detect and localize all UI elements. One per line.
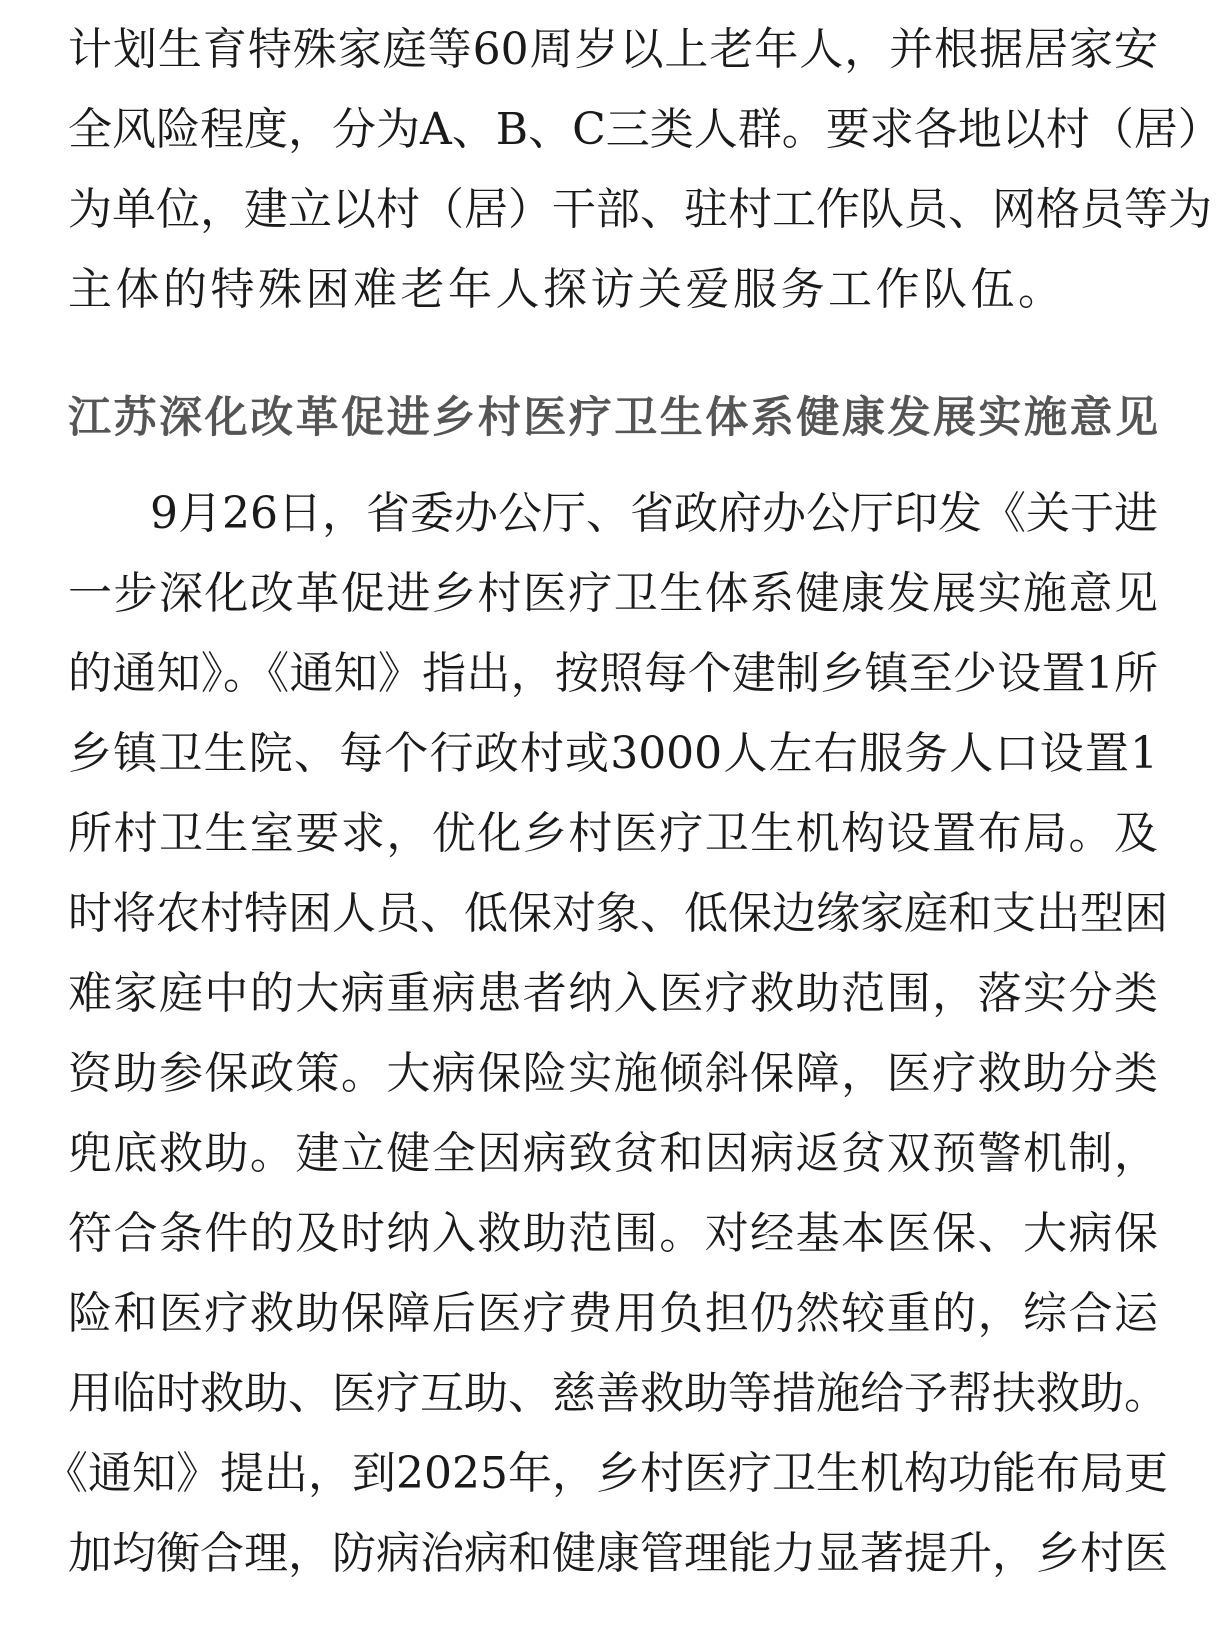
body-text-line: 兜底救助。建立健全因病致贫和因病返贫双预警机制， (68, 1128, 1158, 1179)
body-text-line: 9月26日，省委办公厅、省政府办公厅印发《关于进 (150, 488, 1158, 539)
body-text-line: 用临时救助、医疗互助、慈善救助等措施给予帮扶救助。 (68, 1368, 1168, 1419)
body-text-line: 主体的特殊困难老年人探访关爱服务工作队伍。 (68, 264, 1066, 315)
body-text-line: 所村卫生室要求，优化乡村医疗卫生机构设置布局。及 (68, 808, 1158, 859)
body-text-line: 时将农村特困人员、低保对象、低保边缘家庭和支出型困 (68, 888, 1168, 939)
body-text-line: 符合条件的及时纳入救助范围。对经基本医保、大病保 (68, 1208, 1158, 1259)
body-text-line: 《通知》提出，到2025年，乡村医疗卫生机构功能布局更 (44, 1448, 1168, 1499)
body-text-line: 加均衡合理，防病治病和健康管理能力显著提升，乡村医 (68, 1528, 1168, 1579)
body-text-line: 难家庭中的大病重病患者纳入医疗救助范围，落实分类 (68, 968, 1158, 1019)
body-text-line: 计划生育特殊家庭等60周岁以上老年人，并根据居家安 (68, 24, 1158, 75)
body-text-line: 的通知》。《通知》指出，按照每个建制乡镇至少设置1所 (68, 648, 1158, 699)
section-heading: 江苏深化改革促进乡村医疗卫生体系健康发展实施意见 (68, 393, 1158, 443)
body-text-line: 险和医疗救助保障后医疗费用负担仍然较重的，综合运 (68, 1288, 1158, 1339)
body-text-line: 资助参保政策。大病保险实施倾斜保障，医疗救助分类 (68, 1048, 1158, 1099)
body-text-line: 一步深化改革促进乡村医疗卫生体系健康发展实施意见 (68, 568, 1158, 619)
body-text-line: 为单位，建立以村（居）干部、驻村工作队员、网格员等为 (68, 184, 1212, 235)
body-text-line: 乡镇卫生院、每个行政村或3000人左右服务人口设置1 (68, 728, 1158, 779)
body-text-line: 全风险程度，分为A、B、C三类人群。要求各地以村（居） (68, 104, 1222, 155)
